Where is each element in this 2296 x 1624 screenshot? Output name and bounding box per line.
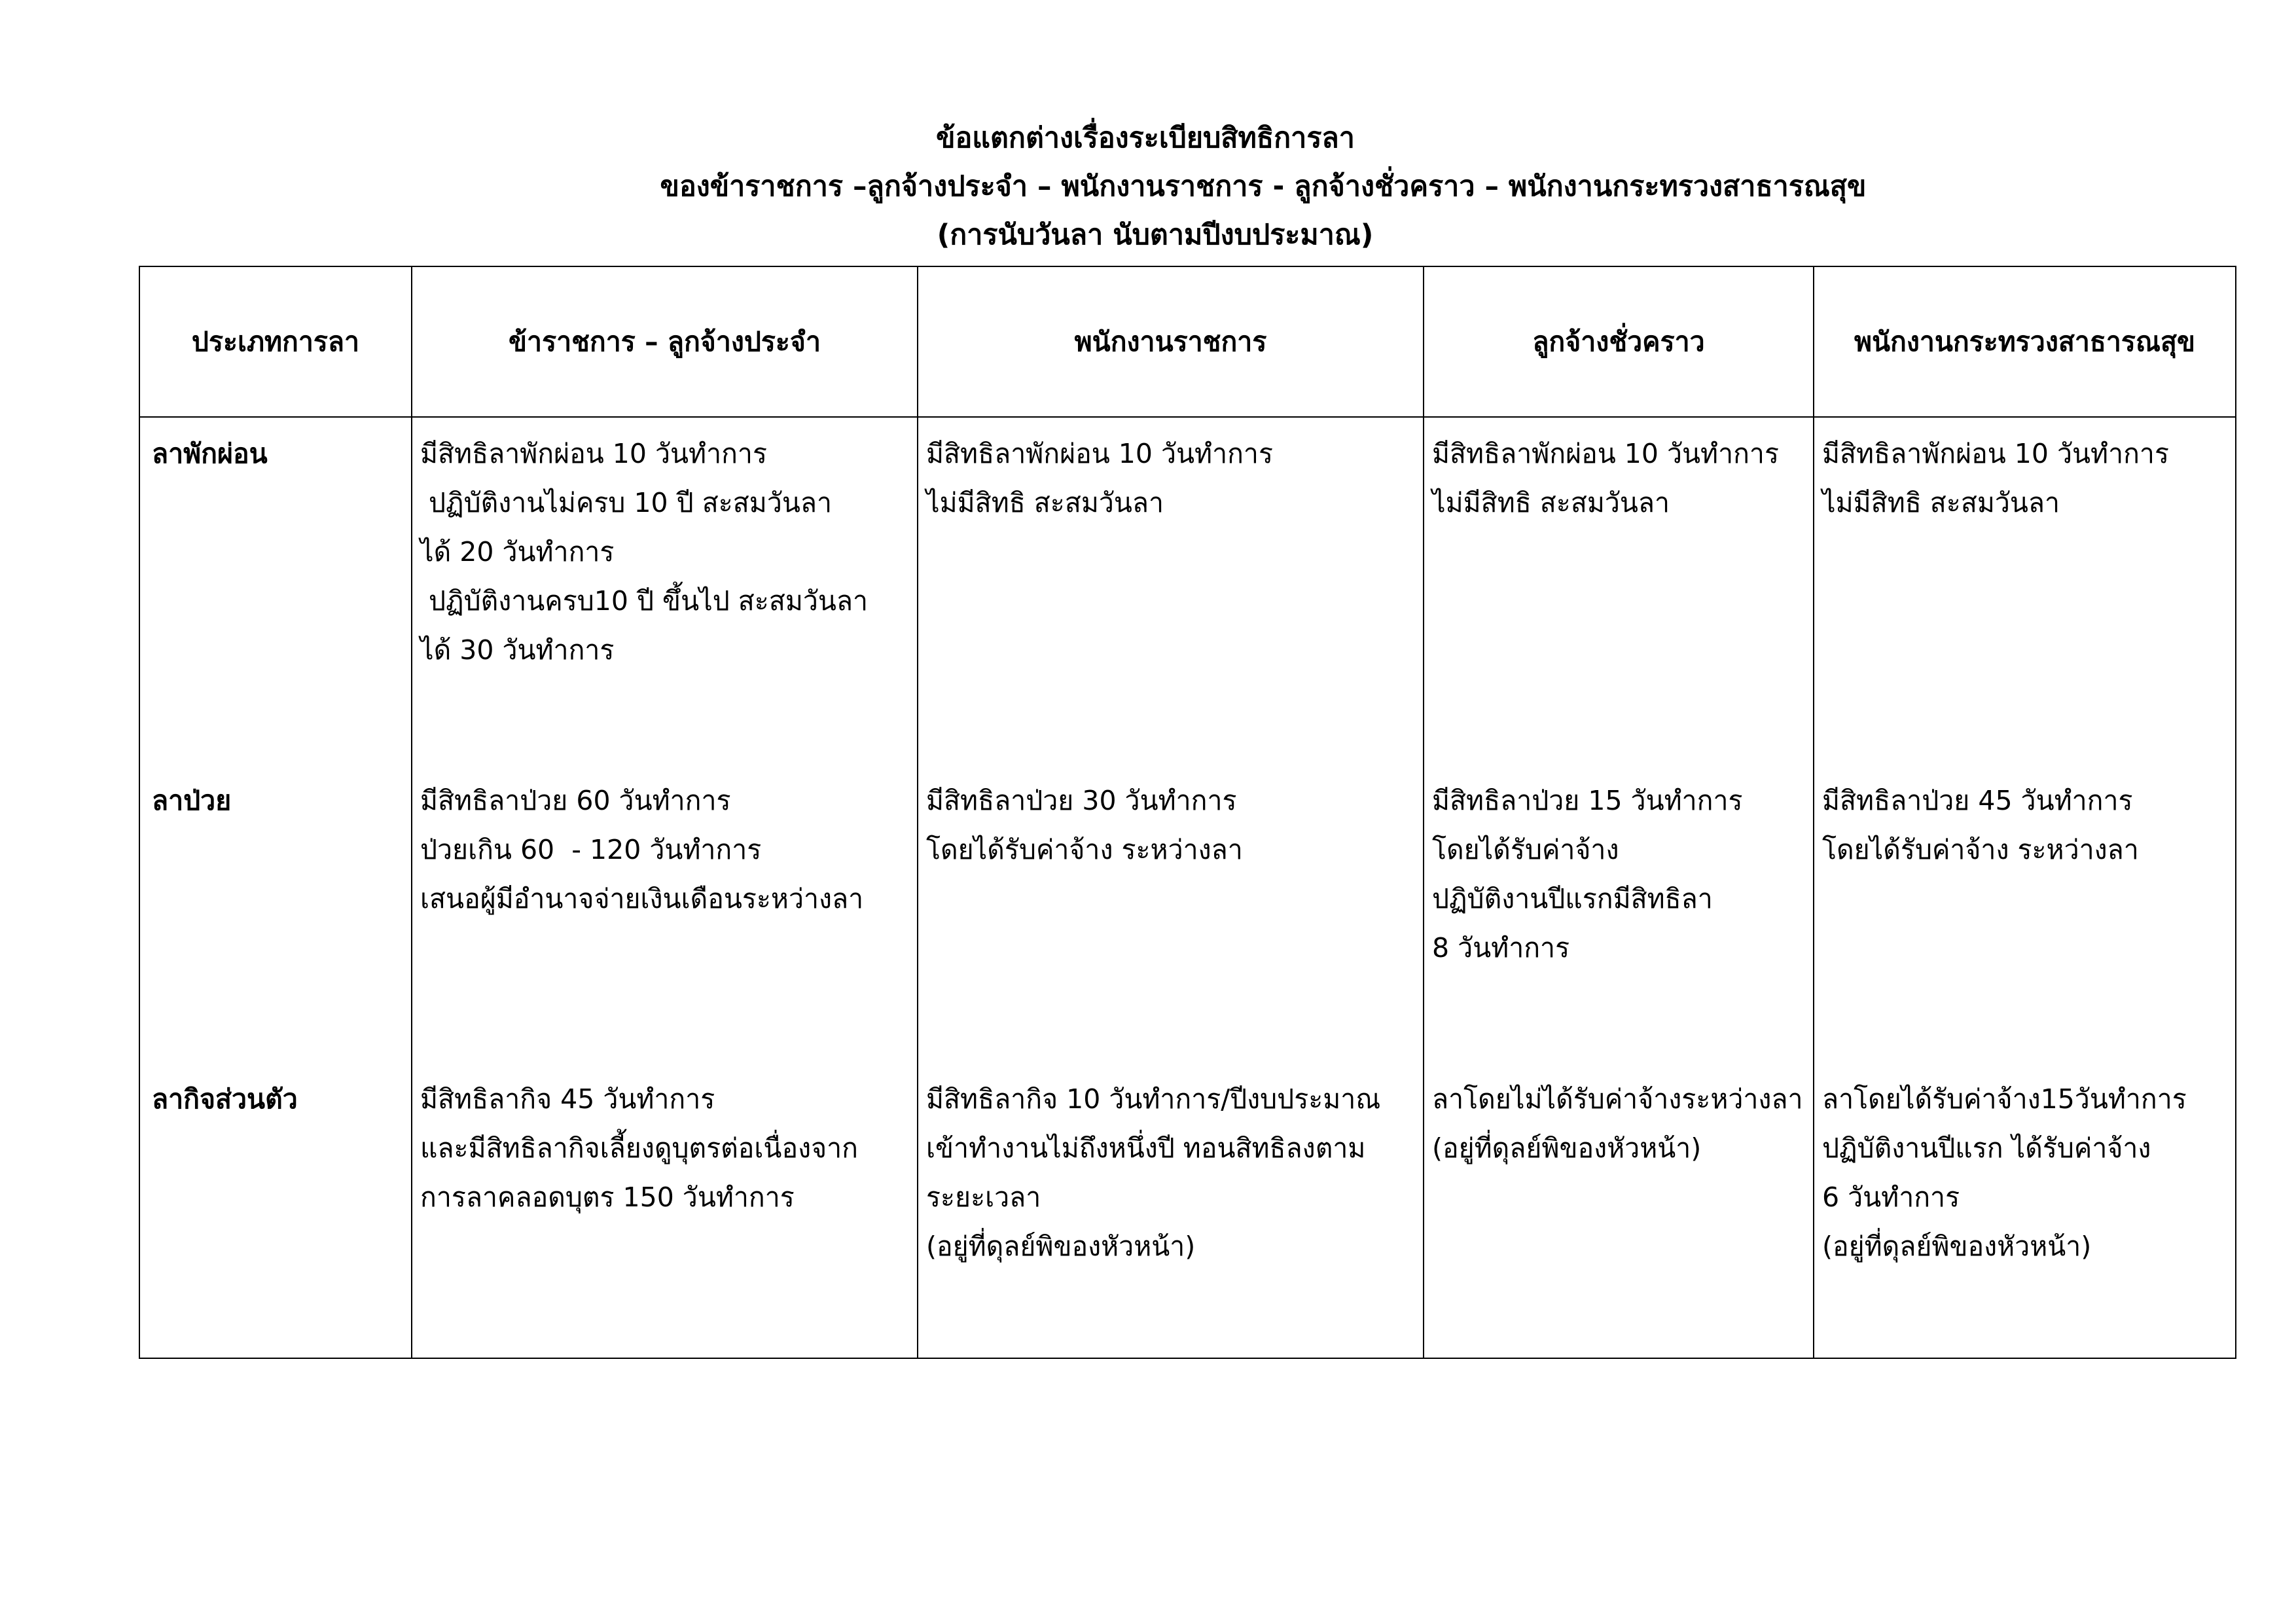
text-line: มีสิทธิลาพักผ่อน 10 วันทำการ xyxy=(420,438,767,469)
civil-servant-sick xyxy=(420,776,913,924)
text-line: (อยู่ที่ดุลย์พิของหัวหน้า) xyxy=(1822,1231,2092,1262)
moph-employee-sick xyxy=(1822,776,2231,875)
temporary-employee-sick xyxy=(1432,776,1809,973)
table-row xyxy=(139,417,2236,1358)
text-line: เสนอผู้มีอำนาจจ่ายเงินเดือนระหว่างลา xyxy=(420,883,864,914)
temporary-employee-cell xyxy=(1424,417,1814,1358)
leave-type-personal: ลากิจส่วนตัว xyxy=(152,1083,298,1115)
text-line: ไม่มีสิทธิ สะสมวันลา xyxy=(1822,487,2060,518)
text-line: มีสิทธิลาป่วย 60 วันทำการ xyxy=(420,785,731,816)
header-government-employee: พนักงานราชการ xyxy=(918,266,1424,417)
title-line-2: ของข้าราชการ –ลูกจ้างประจำ – พนักงานราชการ - ลูกจ้างชั่วคราว – พนักงานกระทรวงสาธารณสุข xyxy=(660,170,1867,203)
leave-type-vacation: ลาพักผ่อน xyxy=(152,438,268,469)
civil-servant-vacation xyxy=(420,429,913,675)
text-line: ลาโดยได้รับค่าจ้าง15วันทำการ xyxy=(1822,1083,2187,1115)
text-line: มีสิทธิลาป่วย 45 วันทำการ xyxy=(1822,785,2133,816)
text-line: ปฏิบัติงานปีแรก ได้รับค่าจ้าง xyxy=(1822,1132,2151,1164)
government-employee-cell xyxy=(918,417,1424,1358)
text-line: มีสิทธิลากิจ 45 วันทำการ xyxy=(420,1083,715,1115)
text-line: ปฏิบัติงานครบ10 ปี ขึ้นไป สะสมวันลา xyxy=(420,585,869,617)
leave-type-sick: ลาป่วย xyxy=(152,785,232,816)
text-line: ลาโดยไม่ได้รับค่าจ้างระหว่างลา xyxy=(1432,1083,1803,1115)
title-line-3: (การนับวันลา นับตามปีงบประมาณ) xyxy=(937,219,1374,251)
header-leave-type: ประเภทการลา xyxy=(139,266,412,417)
text-line: มีสิทธิลาพักผ่อน 10 วันทำการ xyxy=(926,438,1273,469)
government-employee-personal xyxy=(926,1075,1419,1271)
moph-employee-cell xyxy=(1814,417,2236,1358)
text-line: มีสิทธิลาพักผ่อน 10 วันทำการ xyxy=(1822,438,2169,469)
text-line: 6 วันทำการ xyxy=(1822,1182,1960,1213)
text-line: ได้ 20 วันทำการ xyxy=(420,536,615,568)
text-line: ไม่มีสิทธิ สะสมวันลา xyxy=(1432,487,1670,518)
text-line: มีสิทธิลาพักผ่อน 10 วันทำการ xyxy=(1432,438,1779,469)
text-line: ปฏิบัติงานไม่ครบ 10 ปี สะสมวันลา xyxy=(420,487,833,518)
text-line: ระยะเวลา xyxy=(926,1182,1041,1213)
header-temporary-employee: ลูกจ้างชั่วคราว xyxy=(1424,266,1814,417)
title-line-1: ข้อแตกต่างเรื่องระเบียบสิทธิการลา xyxy=(936,122,1355,154)
text-line: และมีสิทธิลากิจเลี้ยงดูบุตรต่อเนื่องจาก xyxy=(420,1132,858,1164)
text-line: มีสิทธิลาป่วย 15 วันทำการ xyxy=(1432,785,1743,816)
text-line: (อยู่ที่ดุลย์พิของหัวหน้า) xyxy=(926,1231,1196,1262)
government-employee-sick xyxy=(926,776,1419,875)
text-line: ป่วยเกิน 60 - 120 วันทำการ xyxy=(420,834,762,865)
leave-type-cell xyxy=(139,417,412,1358)
temporary-employee-vacation xyxy=(1432,429,1809,528)
moph-employee-vacation xyxy=(1822,429,2231,528)
text-line: โดยได้รับค่าจ้าง ระหว่างลา xyxy=(926,834,1243,865)
civil-servant-cell xyxy=(412,417,918,1358)
leave-rights-table xyxy=(139,266,2236,1359)
text-line: ได้ 30 วันทำการ xyxy=(420,634,615,666)
text-line: มีสิทธิลาป่วย 30 วันทำการ xyxy=(926,785,1237,816)
text-line: โดยได้รับค่าจ้าง xyxy=(1432,834,1619,865)
text-line: ปฏิบัติงานปีแรกมีสิทธิลา xyxy=(1432,883,1713,914)
text-line: โดยได้รับค่าจ้าง ระหว่างลา xyxy=(1822,834,2139,865)
header-civil-servant: ข้าราชการ – ลูกจ้างประจำ xyxy=(412,266,918,417)
moph-employee-personal xyxy=(1822,1075,2231,1271)
text-line: เข้าทำงานไม่ถึงหนึ่งปี ทอนสิทธิลงตาม xyxy=(926,1132,1366,1164)
table-header-row xyxy=(139,266,2236,417)
text-line: ไม่มีสิทธิ สะสมวันลา xyxy=(926,487,1164,518)
government-employee-vacation xyxy=(926,429,1419,528)
text-line: 8 วันทำการ xyxy=(1432,932,1570,964)
text-line: การลาคลอดบุตร 150 วันทำการ xyxy=(420,1182,795,1213)
text-line: (อยู่ที่ดุลย์พิของหัวหน้า) xyxy=(1432,1132,1702,1164)
header-moph-employee: พนักงานกระทรวงสาธารณสุข xyxy=(1814,266,2236,417)
civil-servant-personal xyxy=(420,1075,913,1222)
text-line: มีสิทธิลากิจ 10 วันทำการ/ปีงบประมาณ xyxy=(926,1083,1381,1115)
temporary-employee-personal xyxy=(1432,1075,1809,1173)
